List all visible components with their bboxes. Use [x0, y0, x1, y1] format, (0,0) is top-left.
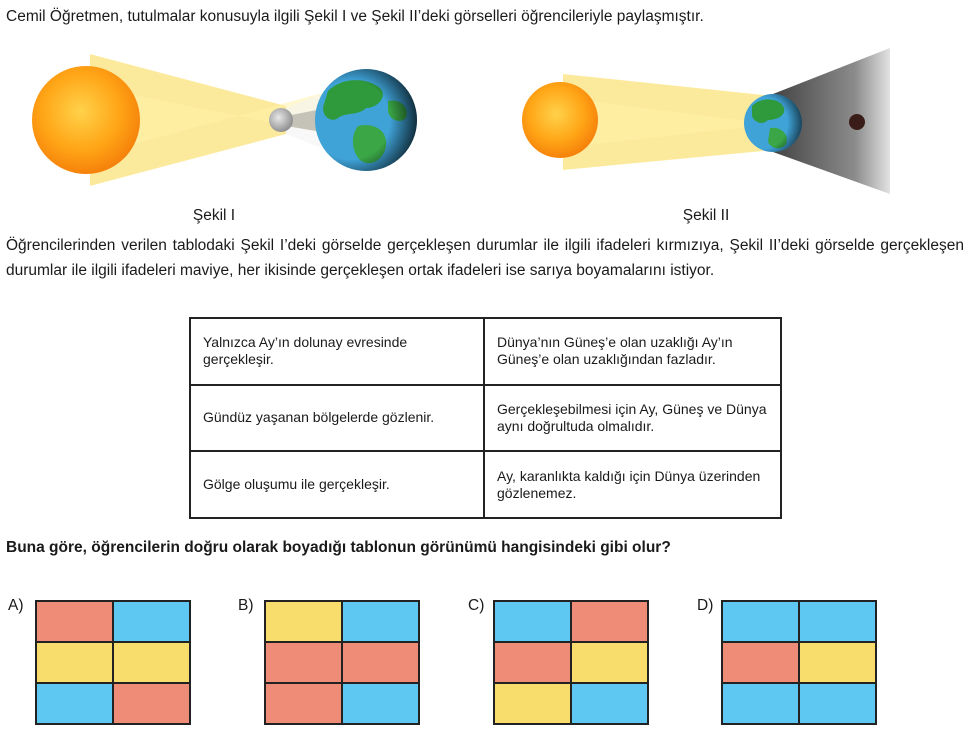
grid-cell-red	[722, 642, 799, 683]
table-cell: Gerçekleşebilmesi için Ay, Güneş ve Dünya aynı doğrultuda olmalıdır.	[484, 385, 781, 452]
table-row	[190, 451, 781, 518]
option-b-label[interactable]: B)	[238, 597, 254, 614]
sun-icon	[32, 66, 140, 174]
figure-2-caption: Şekil II	[682, 207, 730, 224]
grid-cell-red	[265, 642, 342, 683]
option-d-label[interactable]: D)	[697, 597, 714, 614]
earth-icon	[315, 69, 417, 171]
task-text: Öğrencilerinden verilen tablodaki Şekil I’deki görselde gerçekleşen durumlar ile ilgili ifadeleri kırmızıya, Şekil II’deki görselde gerçekleşen durumlar ile ilgili ifadeleri maviye, her ikisinde gerçekleşen ortak ifadeleri ise sarıya boyamalarını istiyor.	[6, 237, 964, 279]
grid-cell-blue	[571, 683, 648, 724]
grid-cell-yellow	[265, 601, 342, 642]
option-b-grid[interactable]	[264, 600, 420, 725]
sun-icon	[522, 82, 598, 158]
grid-cell-blue	[494, 601, 571, 642]
grid-cell-red	[494, 642, 571, 683]
grid-cell-yellow	[113, 642, 190, 683]
table-cell: Gölge oluşumu ile gerçekleşir.	[190, 451, 484, 518]
grid-cell-red	[342, 642, 419, 683]
question-text: Buna göre, öğrencilerin doğru olarak boyadığı tablonun görünümü hangisindeki gibi olur?	[6, 539, 671, 556]
intro-text: Cemil Öğretmen, tutulmalar konusuyla ilgili Şekil I ve Şekil II’deki görselleri öğrencileriyle paylaşmıştır.	[6, 8, 704, 25]
grid-cell-red	[36, 601, 113, 642]
grid-cell-yellow	[36, 642, 113, 683]
option-d-grid[interactable]	[721, 600, 877, 725]
grid-cell-blue	[799, 683, 876, 724]
earth-icon	[744, 94, 802, 152]
grid-cell-blue	[799, 601, 876, 642]
option-c-grid[interactable]	[493, 600, 649, 725]
option-a-label[interactable]: A)	[8, 597, 24, 614]
grid-cell-blue	[342, 601, 419, 642]
option-a-grid[interactable]	[35, 600, 191, 725]
table-row	[190, 318, 781, 385]
lunar-eclipse-figure	[518, 46, 898, 196]
solar-eclipse-figure	[28, 46, 428, 196]
grid-cell-red	[571, 601, 648, 642]
table-row	[190, 385, 781, 452]
grid-cell-yellow	[571, 642, 648, 683]
option-c-label[interactable]: C)	[468, 597, 485, 614]
table-cell: Gündüz yaşanan bölgelerde gözlenir.	[190, 385, 484, 452]
moon-icon	[849, 114, 865, 130]
grid-cell-blue	[722, 683, 799, 724]
grid-cell-blue	[36, 683, 113, 724]
figure-1-caption: Şekil I	[192, 207, 236, 224]
grid-cell-yellow	[799, 642, 876, 683]
table-cell: Ay, karanlıkta kaldığı için Dünya üzerinden gözlenemez.	[484, 451, 781, 518]
table-cell: Dünya’nın Güneş’e olan uzaklığı Ay’ın Güneş’e olan uzaklığından fazladır.	[484, 318, 781, 385]
grid-cell-blue	[722, 601, 799, 642]
statements-table	[189, 317, 782, 519]
grid-cell-red	[265, 683, 342, 724]
grid-cell-red	[113, 683, 190, 724]
table-cell: Yalnızca Ay’ın dolunay evresinde gerçekleşir.	[190, 318, 484, 385]
grid-cell-blue	[342, 683, 419, 724]
grid-cell-blue	[113, 601, 190, 642]
grid-cell-yellow	[494, 683, 571, 724]
moon-icon	[269, 108, 293, 132]
